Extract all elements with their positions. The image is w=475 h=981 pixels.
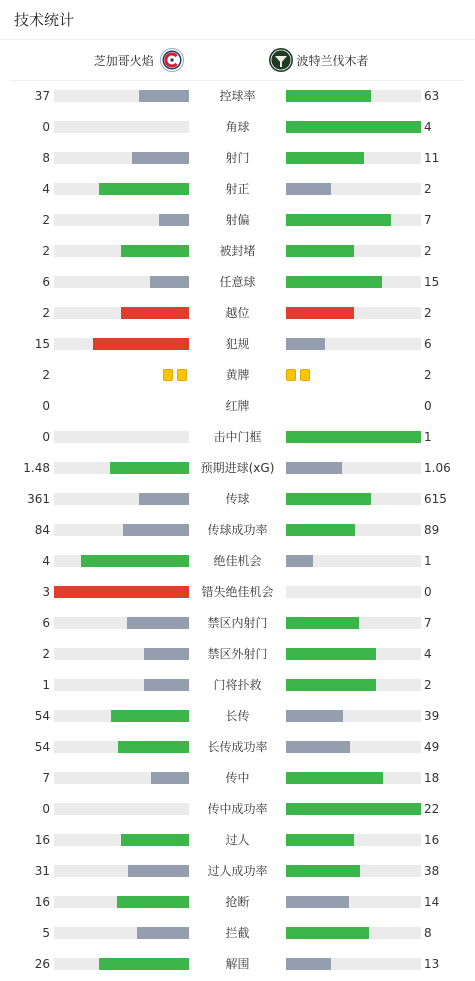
stat-label: 过人 bbox=[225, 833, 250, 847]
stat-row bbox=[0, 515, 475, 546]
home-value: 16 bbox=[34, 895, 50, 909]
stat-row bbox=[0, 608, 475, 639]
home-value: 1 bbox=[42, 678, 50, 692]
stat-label: 绝佳机会 bbox=[213, 554, 262, 568]
stat-row bbox=[0, 670, 475, 701]
stat-label: 长传成功率 bbox=[207, 740, 268, 754]
away-bar-track bbox=[286, 276, 421, 288]
away-value: 16 bbox=[424, 833, 440, 847]
away-bar-fill bbox=[286, 865, 360, 877]
home-bar-track bbox=[54, 679, 189, 691]
stats-header bbox=[0, 0, 475, 40]
home-bar-track bbox=[54, 803, 189, 815]
stat-row bbox=[0, 794, 475, 825]
stat-label: 过人成功率 bbox=[207, 864, 268, 878]
away-bar-fill bbox=[286, 276, 382, 288]
home-value: 2 bbox=[42, 368, 50, 382]
home-bar-track bbox=[54, 617, 189, 629]
away-bar-track bbox=[286, 307, 421, 319]
stat-row bbox=[0, 639, 475, 670]
away-team bbox=[238, 48, 466, 72]
home-bar-fill bbox=[121, 245, 189, 257]
home-value: 6 bbox=[42, 275, 50, 289]
stat-label: 越位 bbox=[225, 306, 250, 320]
home-bar-fill bbox=[118, 741, 189, 753]
away-bar-track bbox=[286, 555, 421, 567]
away-bar-track bbox=[286, 896, 421, 908]
stat-label: 预期进球(xG) bbox=[200, 461, 275, 475]
home-bar-fill bbox=[54, 586, 189, 598]
away-value: 4 bbox=[424, 647, 432, 661]
away-bar-fill bbox=[286, 896, 349, 908]
stat-row bbox=[0, 763, 475, 794]
home-bar-track bbox=[54, 927, 189, 939]
stat-label: 解围 bbox=[225, 957, 250, 971]
chicago-fire-crest-icon bbox=[160, 48, 184, 72]
stats-table bbox=[0, 81, 475, 980]
away-bar-fill bbox=[286, 462, 342, 474]
stat-row bbox=[0, 453, 475, 484]
stat-row bbox=[0, 484, 475, 515]
stat-label: 射偏 bbox=[225, 213, 250, 227]
yellow-card-icon bbox=[286, 369, 296, 381]
away-bar-fill bbox=[286, 648, 376, 660]
home-value: 31 bbox=[34, 864, 50, 878]
home-bar-fill bbox=[139, 493, 189, 505]
away-value: 11 bbox=[424, 151, 440, 165]
home-bar-track bbox=[54, 555, 189, 567]
yellow-card-icon bbox=[300, 369, 310, 381]
home-yellow-cards bbox=[163, 369, 187, 381]
away-value: 1 bbox=[424, 430, 432, 444]
away-bar-track bbox=[286, 90, 421, 102]
away-bar-fill bbox=[286, 679, 376, 691]
stat-row bbox=[0, 81, 475, 112]
away-value: 7 bbox=[424, 616, 432, 630]
away-bar-track bbox=[286, 772, 421, 784]
away-bar-fill bbox=[286, 927, 369, 939]
home-bar-fill bbox=[111, 710, 189, 722]
home-value: 15 bbox=[34, 337, 50, 351]
stat-label: 红牌 bbox=[225, 399, 250, 413]
home-value: 361 bbox=[27, 492, 50, 506]
yellow-card-icon bbox=[177, 369, 187, 381]
away-bar-fill bbox=[286, 338, 325, 350]
home-value: 2 bbox=[42, 647, 50, 661]
stat-label: 任意球 bbox=[219, 275, 256, 289]
away-bar-track bbox=[286, 245, 421, 257]
away-bar-track bbox=[286, 121, 421, 133]
away-bar-fill bbox=[286, 710, 343, 722]
away-value: 14 bbox=[424, 895, 440, 909]
home-bar-fill bbox=[127, 617, 189, 629]
away-value: 6 bbox=[424, 337, 432, 351]
away-value: 1 bbox=[424, 554, 432, 568]
home-bar-fill bbox=[121, 834, 189, 846]
away-bar-fill bbox=[286, 803, 421, 815]
home-bar-fill bbox=[132, 152, 189, 164]
away-value: 0 bbox=[424, 399, 432, 413]
stat-label: 禁区外射门 bbox=[207, 647, 268, 661]
stat-row bbox=[0, 887, 475, 918]
away-bar-track bbox=[286, 462, 421, 474]
away-value: 15 bbox=[424, 275, 440, 289]
stat-label: 抢断 bbox=[225, 895, 250, 909]
away-bar-fill bbox=[286, 183, 331, 195]
stat-row bbox=[0, 298, 475, 329]
stat-label: 传球成功率 bbox=[207, 523, 268, 537]
home-team bbox=[10, 48, 238, 72]
home-bar-fill bbox=[117, 896, 189, 908]
away-bar-fill bbox=[286, 245, 354, 257]
home-bar-track bbox=[54, 214, 189, 226]
away-value: 4 bbox=[424, 120, 432, 134]
away-bar-track bbox=[286, 431, 421, 443]
away-bar-fill bbox=[286, 431, 421, 443]
home-value: 3 bbox=[42, 585, 50, 599]
stat-label: 黄牌 bbox=[225, 368, 250, 382]
home-value: 8 bbox=[42, 151, 50, 165]
stat-row bbox=[0, 732, 475, 763]
away-yellow-cards bbox=[286, 369, 310, 381]
away-bar-fill bbox=[286, 121, 421, 133]
home-bar-track bbox=[54, 896, 189, 908]
stat-row bbox=[0, 856, 475, 887]
away-value: 18 bbox=[424, 771, 440, 785]
away-bar-fill bbox=[286, 493, 371, 505]
stat-label: 错失绝佳机会 bbox=[201, 585, 274, 599]
away-bar-track bbox=[286, 586, 421, 598]
away-bar-fill bbox=[286, 90, 371, 102]
home-value: 54 bbox=[34, 740, 50, 754]
stat-label: 门将扑救 bbox=[213, 678, 262, 692]
away-bar-track bbox=[286, 152, 421, 164]
home-value: 2 bbox=[42, 213, 50, 227]
home-value: 0 bbox=[42, 399, 50, 413]
teams-row bbox=[10, 40, 465, 81]
home-value: 1.48 bbox=[23, 461, 50, 475]
stat-row bbox=[0, 267, 475, 298]
home-value: 4 bbox=[42, 182, 50, 196]
home-value: 0 bbox=[42, 802, 50, 816]
stat-label: 击中门框 bbox=[213, 430, 262, 444]
home-bar-track bbox=[54, 121, 189, 133]
home-bar-fill bbox=[150, 276, 189, 288]
away-value: 2 bbox=[424, 306, 432, 320]
away-bar-track bbox=[286, 803, 421, 815]
home-bar-track bbox=[54, 648, 189, 660]
away-value: 2 bbox=[424, 244, 432, 258]
stat-row bbox=[0, 143, 475, 174]
home-bar-fill bbox=[159, 214, 189, 226]
home-bar-track bbox=[54, 710, 189, 722]
stat-row bbox=[0, 329, 475, 360]
away-bar-fill bbox=[286, 214, 391, 226]
home-bar-track bbox=[54, 865, 189, 877]
away-value: 13 bbox=[424, 957, 440, 971]
away-value: 1.06 bbox=[424, 461, 451, 475]
home-value: 2 bbox=[42, 244, 50, 258]
away-bar-fill bbox=[286, 524, 355, 536]
home-value: 7 bbox=[42, 771, 50, 785]
stat-label: 传球 bbox=[225, 492, 250, 506]
away-bar-track bbox=[286, 927, 421, 939]
away-bar-track bbox=[286, 710, 421, 722]
home-bar-fill bbox=[110, 462, 189, 474]
home-bar-fill bbox=[144, 679, 189, 691]
stat-row bbox=[0, 205, 475, 236]
away-value: 38 bbox=[424, 864, 440, 878]
away-bar-track bbox=[286, 617, 421, 629]
home-bar-track bbox=[54, 493, 189, 505]
away-bar-track bbox=[286, 338, 421, 350]
stat-row bbox=[0, 112, 475, 143]
home-bar-fill bbox=[151, 772, 189, 784]
away-value: 0 bbox=[424, 585, 432, 599]
home-value: 0 bbox=[42, 430, 50, 444]
home-bar-track bbox=[54, 245, 189, 257]
home-value: 84 bbox=[34, 523, 50, 537]
away-value: 615 bbox=[424, 492, 447, 506]
stat-row bbox=[0, 546, 475, 577]
stat-label: 禁区内射门 bbox=[207, 616, 268, 630]
home-bar-fill bbox=[81, 555, 189, 567]
home-value: 5 bbox=[42, 926, 50, 940]
home-bar-fill bbox=[137, 927, 189, 939]
home-bar-track bbox=[54, 462, 189, 474]
stat-row bbox=[0, 949, 475, 980]
home-value: 54 bbox=[34, 709, 50, 723]
home-bar-fill bbox=[121, 307, 189, 319]
away-bar-fill bbox=[286, 834, 354, 846]
stat-row bbox=[0, 391, 475, 422]
home-bar-track bbox=[54, 90, 189, 102]
stat-row bbox=[0, 825, 475, 856]
away-bar-fill bbox=[286, 741, 350, 753]
home-bar-track bbox=[54, 958, 189, 970]
stat-label: 角球 bbox=[225, 120, 250, 134]
home-bar-track bbox=[54, 431, 189, 443]
away-bar-track bbox=[286, 493, 421, 505]
page-title: 技术统计 bbox=[14, 11, 75, 29]
away-bar-track bbox=[286, 741, 421, 753]
away-value: 8 bbox=[424, 926, 432, 940]
home-bar-fill bbox=[144, 648, 189, 660]
stat-label: 长传 bbox=[225, 709, 250, 723]
away-bar-track bbox=[286, 648, 421, 660]
yellow-card-icon bbox=[163, 369, 173, 381]
away-bar-track bbox=[286, 679, 421, 691]
away-bar-track bbox=[286, 958, 421, 970]
away-bar-track bbox=[286, 834, 421, 846]
away-value: 63 bbox=[424, 89, 440, 103]
stat-row bbox=[0, 360, 475, 391]
stat-row bbox=[0, 918, 475, 949]
home-bar-track bbox=[54, 152, 189, 164]
home-bar-track bbox=[54, 741, 189, 753]
stat-label: 控球率 bbox=[219, 89, 256, 103]
home-bar-track bbox=[54, 834, 189, 846]
stat-row bbox=[0, 174, 475, 205]
away-value: 89 bbox=[424, 523, 440, 537]
home-value: 26 bbox=[34, 957, 50, 971]
home-bar-fill bbox=[128, 865, 189, 877]
stat-label: 射门 bbox=[225, 151, 250, 165]
home-bar-track bbox=[54, 307, 189, 319]
home-value: 16 bbox=[34, 833, 50, 847]
away-bar-fill bbox=[286, 772, 383, 784]
home-team-name: 芝加哥火焰 bbox=[93, 53, 154, 68]
home-bar-fill bbox=[139, 90, 189, 102]
stat-row bbox=[0, 577, 475, 608]
stat-label: 被封堵 bbox=[219, 244, 256, 258]
home-bar-fill bbox=[123, 524, 189, 536]
away-value: 49 bbox=[424, 740, 440, 754]
away-value: 2 bbox=[424, 182, 432, 196]
home-bar-track bbox=[54, 586, 189, 598]
home-bar-fill bbox=[99, 958, 189, 970]
away-value: 22 bbox=[424, 802, 440, 816]
stat-label: 射正 bbox=[225, 182, 250, 196]
stat-label: 犯规 bbox=[225, 337, 250, 351]
home-value: 4 bbox=[42, 554, 50, 568]
home-bar-track bbox=[54, 276, 189, 288]
away-value: 2 bbox=[424, 368, 432, 382]
home-value: 2 bbox=[42, 306, 50, 320]
away-bar-fill bbox=[286, 307, 354, 319]
home-bar-fill bbox=[93, 338, 189, 350]
stat-row bbox=[0, 236, 475, 267]
home-value: 0 bbox=[42, 120, 50, 134]
stat-row bbox=[0, 422, 475, 453]
away-bar-fill bbox=[286, 555, 313, 567]
away-team-name: 波特兰伐木者 bbox=[296, 53, 369, 68]
home-value: 6 bbox=[42, 616, 50, 630]
away-bar-fill bbox=[286, 152, 364, 164]
stat-row bbox=[0, 701, 475, 732]
portland-timbers-crest-icon bbox=[269, 48, 293, 72]
home-value: 37 bbox=[34, 89, 50, 103]
away-bar-track bbox=[286, 183, 421, 195]
home-bar-track bbox=[54, 524, 189, 536]
away-bar-fill bbox=[286, 958, 331, 970]
home-bar-track bbox=[54, 772, 189, 784]
away-value: 39 bbox=[424, 709, 440, 723]
stat-label: 传中成功率 bbox=[207, 802, 268, 816]
away-bar-fill bbox=[286, 617, 359, 629]
stat-label: 拦截 bbox=[225, 926, 250, 940]
away-bar-track bbox=[286, 214, 421, 226]
stat-label: 传中 bbox=[225, 771, 250, 785]
home-bar-fill bbox=[99, 183, 189, 195]
away-bar-track bbox=[286, 865, 421, 877]
home-bar-track bbox=[54, 338, 189, 350]
home-bar-track bbox=[54, 183, 189, 195]
away-value: 2 bbox=[424, 678, 432, 692]
away-value: 7 bbox=[424, 213, 432, 227]
away-bar-track bbox=[286, 524, 421, 536]
